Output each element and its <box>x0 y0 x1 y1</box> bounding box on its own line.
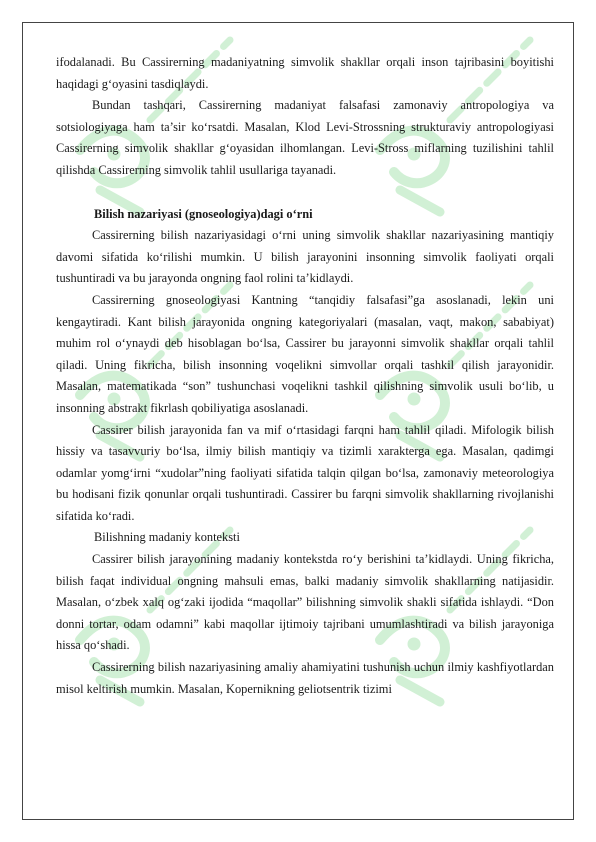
paragraph: Cassirerning gnoseologiyasi Kantning “tanqidiy falsafasi”ga asoslanadi, lekin uni kengaytiradi. Kant bilish jarayonida ongning kategoriyalari (masalan, vaqt, makon, sababiyat) muhim rol o‘ynaydi deb hisoblagan bo‘lsa, Cassirer bu jarayonni simvolik shakllar orqali tahlil qiladi. Uning fikricha, bilish insonning voqelikni simvollar orqali tashkil qilish jarayonidir. Masalan, matematikada “son” tushunchasi voqelikni tashkil qilishning simvolik usuli bo‘lib, u insonning abstrakt fikrlash qobiliyatiga asoslanadi. <box>56 292 554 415</box>
section-heading: Bilish nazariyasi (gnoseologiya)dagi o‘rni <box>94 206 313 221</box>
document-body <box>56 52 554 700</box>
paragraph: Cassirer bilish jarayonining madaniy kontekstda ro‘y berishini ta’kidlaydi. Uning fikricha, bilish faqat individual ongning mahsuli emas, balki madaniy simvolik shakllarning natijasidir. Masalan, o‘zbek xalq og‘zaki ijodida “maqollar” bilishning simvolik shakli sifatida ishlaydi. “Don donni tortar, odam odamni” kabi maqollar ijtimoiy tajribani umumlashtiradi va bilish jarayoniga hissa qo‘shadi. <box>56 552 554 653</box>
paragraph: Cassirerning bilish nazariyasidagi o‘rni uning simvolik shakllar nazariyasining mantiqiy davomi sifatida ko‘rilishi mumkin. U bilish jarayonini insonning simvolik faoliyati orqali tushuntiradi va bu jarayonda ongning faol rolini ta’kidlaydi. <box>56 228 554 286</box>
paragraph: Bundan tashqari, Cassirerning madaniyat falsafasi zamonaviy antropologiya va sotsiologiyaga ham ta’sir ko‘rsatdi. Masalan, Klod Levi-Strossning strukturaviy antropologiyasi Cassirerning simvolik shakllar g‘oyasidan ilhomlangan. Levi-Stross miflarning tuzilishini tahlil qilishda Cassirerning simvolik tahlil usullariga tayanadi. <box>56 98 554 177</box>
paragraph: ifodalanadi. Bu Cassirerning madaniyatning simvolik shakllar orqali inson tajribasini boyitishi haqidagi g‘oyasini tasdiqlaydi. <box>56 55 554 91</box>
subsection-heading: Bilishning madaniy konteksti <box>94 530 240 545</box>
paragraph: Cassirerning bilish nazariyasining amaliy ahamiyatini tushunish uchun ilmiy kashfiyotlardan misol keltirish mumkin. Masalan, Kopernikning geliotsentrik tizimi <box>56 660 554 696</box>
paragraph: Cassirer bilish jarayonida fan va mif o‘rtasidagi farqni ham tahlil qiladi. Mifologik bilish hissiy va tasavvuriy bo‘lsa, ilmiy bilish mantiqiy va tizimli xarakterga ega. Masalan, qadimgi odamlar yomg‘irni “xudolar”ning faoliyati sifatida talqin qilgan bo‘lsa, zamonaviy meteorologiya bu hodisani fizik qonunlar orqali tushuntiradi. Cassirer bu farqni simvolik shakllarning rivojlanishi sifatida ko‘radi. <box>56 422 554 523</box>
